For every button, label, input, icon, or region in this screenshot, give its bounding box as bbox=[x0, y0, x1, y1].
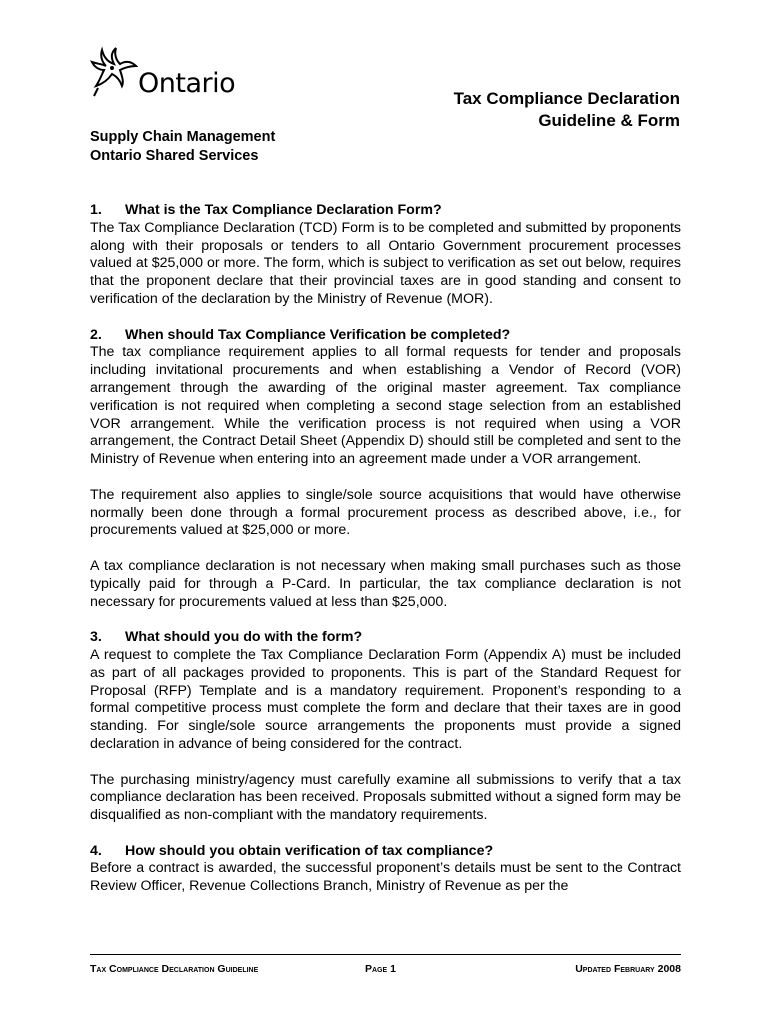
section-heading bbox=[90, 843, 681, 861]
section-title: What should you do with the form? bbox=[125, 629, 363, 646]
organization-block bbox=[90, 128, 275, 165]
paragraph: The requirement also applies to single/sole source acquisitions that would have otherwise normally been done through a formal procurement process as described above, i.e., for procurements valued at $25,000 or more. bbox=[90, 486, 681, 539]
section-heading bbox=[90, 629, 681, 647]
footer-page-number: Page 1 bbox=[365, 963, 396, 975]
org-line-1: Supply Chain Management bbox=[90, 129, 276, 145]
section-4 bbox=[90, 843, 681, 896]
ontario-logo bbox=[90, 44, 250, 104]
section-title: What is the Tax Compliance Declaration Form? bbox=[125, 202, 442, 218]
title-line-1: Tax Compliance Declaration bbox=[453, 89, 680, 108]
title-line-2: Guideline & Form bbox=[538, 111, 680, 130]
paragraph: A request to complete the Tax Compliance Declaration Form (Appendix A) must be included as part of all packages provided to proponents. This is part of the Standard Request for Proposal (RFP) Template and is a mandatory requirement. Proponent’s responding to a formal competitive process must complete the form and declare that their taxes are in good standing. For single/sole source arrangements the proponents must provide a signed declaration in advance of being considered for the contract. bbox=[90, 646, 681, 752]
trillium-icon bbox=[90, 44, 138, 104]
section-number: 2. bbox=[90, 326, 102, 343]
paragraph: The tax compliance requirement applies to all formal requests for tender and proposals including invitational procurements and when establishing a Vendor of Record (VOR) arrangement through the awarding of the original master agreement. Tax compliance verification is not required when completing a second stage selection from an established VOR arrangement. While the verification process is not required when using a VOR arrangement, the Contract Detail Sheet (Appendix D) should still be completed and sent to the Ministry of Revenue when entering into an agreement made under a VOR arrangement. bbox=[90, 344, 681, 468]
section-number: 1. bbox=[90, 202, 102, 218]
section-title: How should you obtain verification of tax compliance? bbox=[125, 842, 494, 859]
paragraph: A tax compliance declaration is not necessary when making small purchases such as those typically paid for through a P-Card. In particular, the tax compliance declaration is not necessary for procurements valued at less than $25,000. bbox=[90, 557, 681, 610]
section-number: 4. bbox=[90, 842, 102, 859]
org-line-2: Ontario Shared Services bbox=[90, 147, 259, 164]
section-3 bbox=[90, 629, 681, 825]
section-2 bbox=[90, 327, 681, 612]
footer-document-name: Tax Compliance Declaration Guideline bbox=[90, 963, 259, 975]
logo-wordmark: Ontario bbox=[138, 68, 236, 99]
document-body bbox=[90, 202, 681, 914]
section-number: 3. bbox=[90, 629, 102, 646]
section-heading bbox=[90, 327, 681, 345]
paragraph: The purchasing ministry/agency must carefully examine all submissions to verify that a tax compliance declaration has been received. Proposals submitted without a signed form may be disqualified as non-compliant with the mandatory requirements. bbox=[90, 771, 681, 824]
document-title bbox=[454, 88, 680, 132]
paragraph: Before a contract is awarded, the successful proponent’s details must be sent to the Contract Review Officer, Revenue Collections Branch, Ministry of Revenue as per the bbox=[90, 860, 681, 895]
footer-updated-date: Updated February 2008 bbox=[575, 963, 681, 975]
page-footer bbox=[90, 954, 681, 977]
section-heading bbox=[90, 202, 681, 220]
section-title: When should Tax Compliance Verification be completed? bbox=[125, 326, 511, 343]
section-1 bbox=[90, 202, 681, 309]
paragraph: The Tax Compliance Declaration (TCD) Form is to be completed and submitted by proponents along with their proposals or tenders to all Ontario Government procurement processes valued at $25,000 or more. The form, which is subject to verification as set out below, requires that the proponent declare that their provincial taxes are in good standing and consent to verification of the declaration by the Ministry of Revenue (MOR). bbox=[90, 219, 681, 307]
